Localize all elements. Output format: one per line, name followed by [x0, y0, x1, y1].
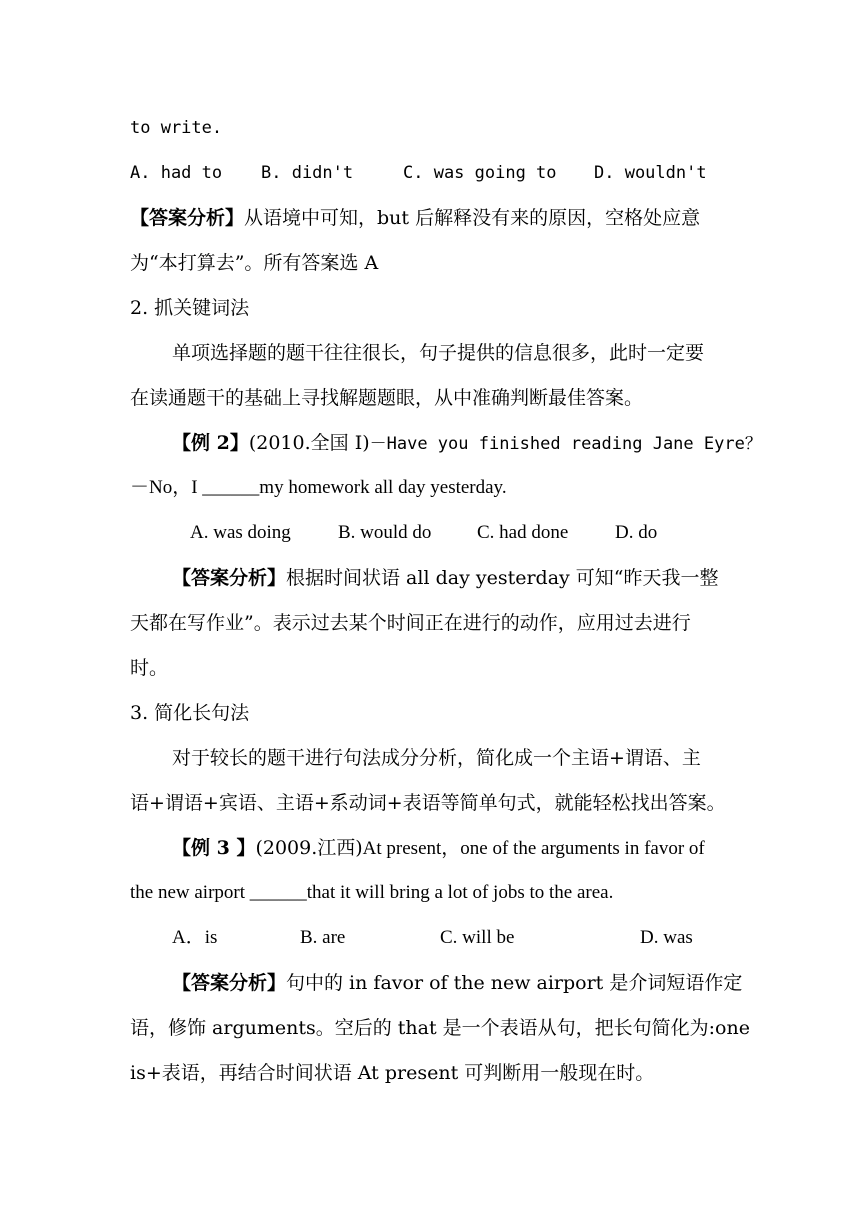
analysis-text: 根据时间状语 all day yesterday 可知“昨天我一整 [286, 567, 719, 589]
section-heading: 2. 抓关键词法 [130, 297, 250, 319]
description-text: 语+谓语+宾语、主语+系动词+表语等简单句式，就能轻松找出答案。 [130, 792, 726, 814]
example-2-question-cont [130, 475, 730, 501]
analysis-text: 语，修饰 arguments。空后的 that 是一个表语从句，把长句简化为:one [130, 1017, 750, 1039]
analysis-text: 从语境中可知，but 后解释没有来的原因，空格处应意 [244, 207, 701, 229]
section-3-heading [130, 700, 730, 726]
example-source: (2010.全国 I) [248, 432, 370, 454]
example-text: At present，one of the arguments in favor of [362, 838, 705, 859]
option-d: D. wouldn't [594, 163, 707, 183]
answer-analysis-1 [130, 205, 730, 231]
section-2-description [172, 340, 772, 366]
option-c: C. had done [477, 522, 569, 543]
analysis-text: 时。 [130, 657, 169, 679]
answer-analysis-2-cont [130, 610, 730, 636]
option-c: C. will be [440, 927, 515, 948]
description-text: 在读通题干的基础上寻找解题题眼，从中准确判断最佳答案。 [130, 387, 644, 409]
analysis-label: 【答案分析】 [130, 207, 245, 229]
analysis-text: is+表语，再结合时间状语 At present 可判断用一般现在时。 [130, 1062, 655, 1084]
example-text: the new airport ______that it will bring a lot of jobs to the area. [130, 882, 614, 903]
question-text-end: to write. [130, 118, 223, 138]
example-2-question [172, 430, 772, 457]
analysis-label: 【答案分析】 [172, 972, 287, 994]
section-3-description-cont [130, 790, 730, 816]
description-text: 对于较长的题干进行句法成分分析，简化成一个主语+谓语、主 [172, 747, 701, 769]
option-a: A．is [172, 927, 218, 948]
analysis-label: 【答案分析】 [172, 567, 287, 589]
option-d: D. was [640, 927, 693, 948]
section-2-description-cont [130, 385, 730, 411]
example-source: (2009.江西) [255, 837, 363, 859]
example-text: －No，I ______my homework all day yesterday. [130, 477, 507, 498]
answer-analysis-3-end [130, 1060, 730, 1086]
answer-analysis-2-end [130, 655, 730, 681]
description-text: 单项选择题的题干往往很长，句子提供的信息很多，此时一定要 [172, 342, 705, 364]
answer-analysis-1-cont [130, 250, 730, 276]
example-label: 【例 3 】 [172, 837, 256, 859]
analysis-text: 为“本打算去”。所有答案选 A [130, 252, 379, 274]
example-text: －Have you finished reading Jane Eyre？ [369, 434, 762, 454]
option-b: B. didn't [261, 163, 354, 183]
section-heading: 3. 简化长句法 [130, 702, 250, 724]
answer-analysis-3 [172, 970, 772, 996]
section-2-heading [130, 295, 730, 321]
option-a: A. had to [130, 163, 223, 183]
example-label: 【例 2】 [172, 432, 249, 454]
option-b: B. would do [338, 522, 432, 543]
question-continuation [130, 115, 730, 141]
example-3-question-cont [130, 880, 730, 906]
option-d: D. do [615, 522, 658, 543]
option-c: C. was going to [403, 163, 557, 183]
answer-analysis-2 [172, 565, 772, 591]
analysis-text: 句中的 in favor of the new airport 是介词短语作定 [286, 972, 743, 994]
answer-analysis-3-cont [130, 1015, 750, 1041]
analysis-text: 天都在写作业”。表示过去某个时间正在进行的动作，应用过去进行 [130, 612, 691, 634]
section-3-description [172, 745, 772, 771]
option-a: A. was doing [190, 522, 291, 543]
example-3-question [172, 835, 772, 862]
option-b: B. are [300, 927, 346, 948]
